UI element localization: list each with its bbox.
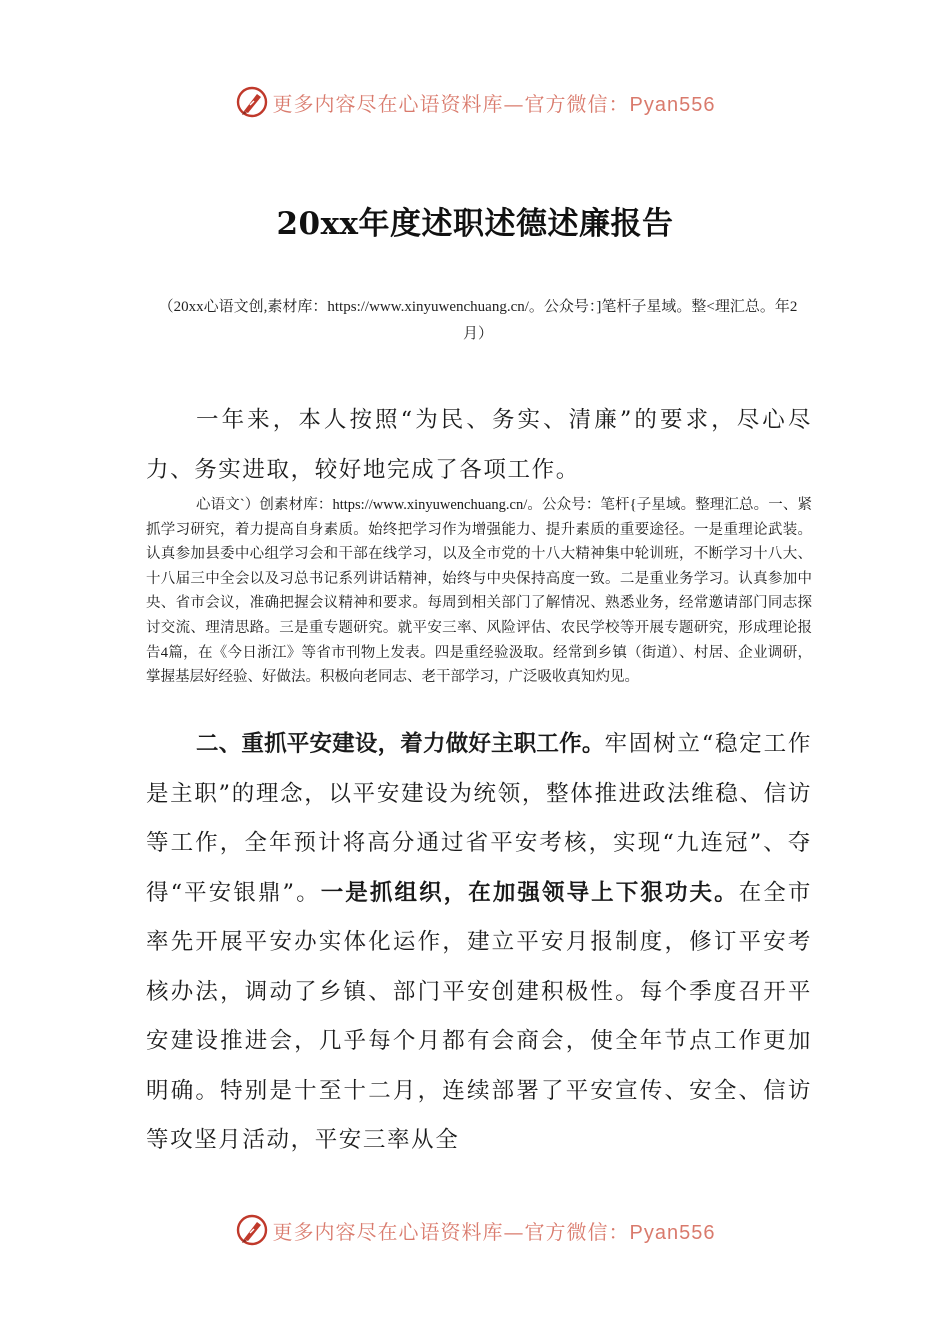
section-two-heading: 二、重抓平安建设，着力做好主职工作。 bbox=[196, 731, 605, 757]
banner-text: 更多内容尽在心语资料库—官方微信：Pyan556 bbox=[272, 1219, 716, 1244]
banner-handle: Pyan556 bbox=[629, 1221, 716, 1244]
footer-banner bbox=[0, 1210, 950, 1250]
banner-text: 更多内容尽在心语资料库—官方微信：Pyan556 bbox=[272, 91, 716, 116]
intro-paragraph: 一年来，本人按照“为民、务实、清廉”的要求，尽心尽力、务实进取，较好地完成了各项工作。 bbox=[146, 407, 812, 483]
banner-handle: Pyan556 bbox=[629, 93, 716, 116]
pen-nib-logo-icon bbox=[235, 85, 269, 119]
header-banner bbox=[0, 82, 950, 122]
pen-nib-logo-icon bbox=[235, 1213, 269, 1247]
document-subtitle: （20xx心语文创,素材库：https://www.xinyuwenchuang.cn/。公众号：]笔杆子星域。整<理汇总。年2月） bbox=[158, 299, 798, 342]
section-two-paragraph bbox=[146, 720, 812, 1166]
document-title: 20xx年度述职述德述廉报告 bbox=[276, 206, 674, 242]
section-two-text-b: 在全市率先开展平安办实体化运作，建立平安月报制度，修订平安考核办法，调动了乡镇、部门平安创建积极性。每个季度召开平安建设推进会，几乎每个月都有会商会，使全年节点工作更加明确。特别是十至十二月，连续部署了平安宣传、安全、信访等攻坚月活动，平安三率从全 bbox=[146, 879, 812, 1153]
section-two-emphasis: 一是抓组织，在加强领导上下狠功夫。 bbox=[320, 879, 739, 906]
section-two-text-a: 牢固树立“稳定工作是主职”的理念，以平安建设为统领，整体推进政法维稳、信访等工作，全年预计将高分通过省平安考核，实现“九连冠”、夺得“平安银鼎”。 bbox=[146, 731, 812, 906]
section-one-paragraph: 心语文`）创素材库：https://www.xinyuwenchuang.cn/。公众号：笔杆{子星域。整理汇总。一、紧抓学习研究，着力提高自身素质。始终把学习作为增强能力、提升素质的重要途径。一是重理论武装。认真参加县委中心组学习会和干部在线学习，以及全市党的十八大精神集中轮训班，不断学习十八大、十八届三中全会以及习总书记系列讲话精神，始终与中央保持高度一致。二是重业务学习。认真参加中央、省市会议，准确把握会议精神和要求。每周到相关部门了解情况、熟悉业务，经常邀请部门同志探讨交流、理清思路。三是重专题研究。就平安三率、风险评估、农民学校等开展专题研究，形成理论报告4篇，在《今日浙江》等省市刊物上发表。四是重经验汲取。经常到乡镇（街道）、村居、企业调研，掌握基层好经验、好做法。积极向老同志、老干部学习，广泛吸收真知灼见。 bbox=[146, 497, 812, 686]
